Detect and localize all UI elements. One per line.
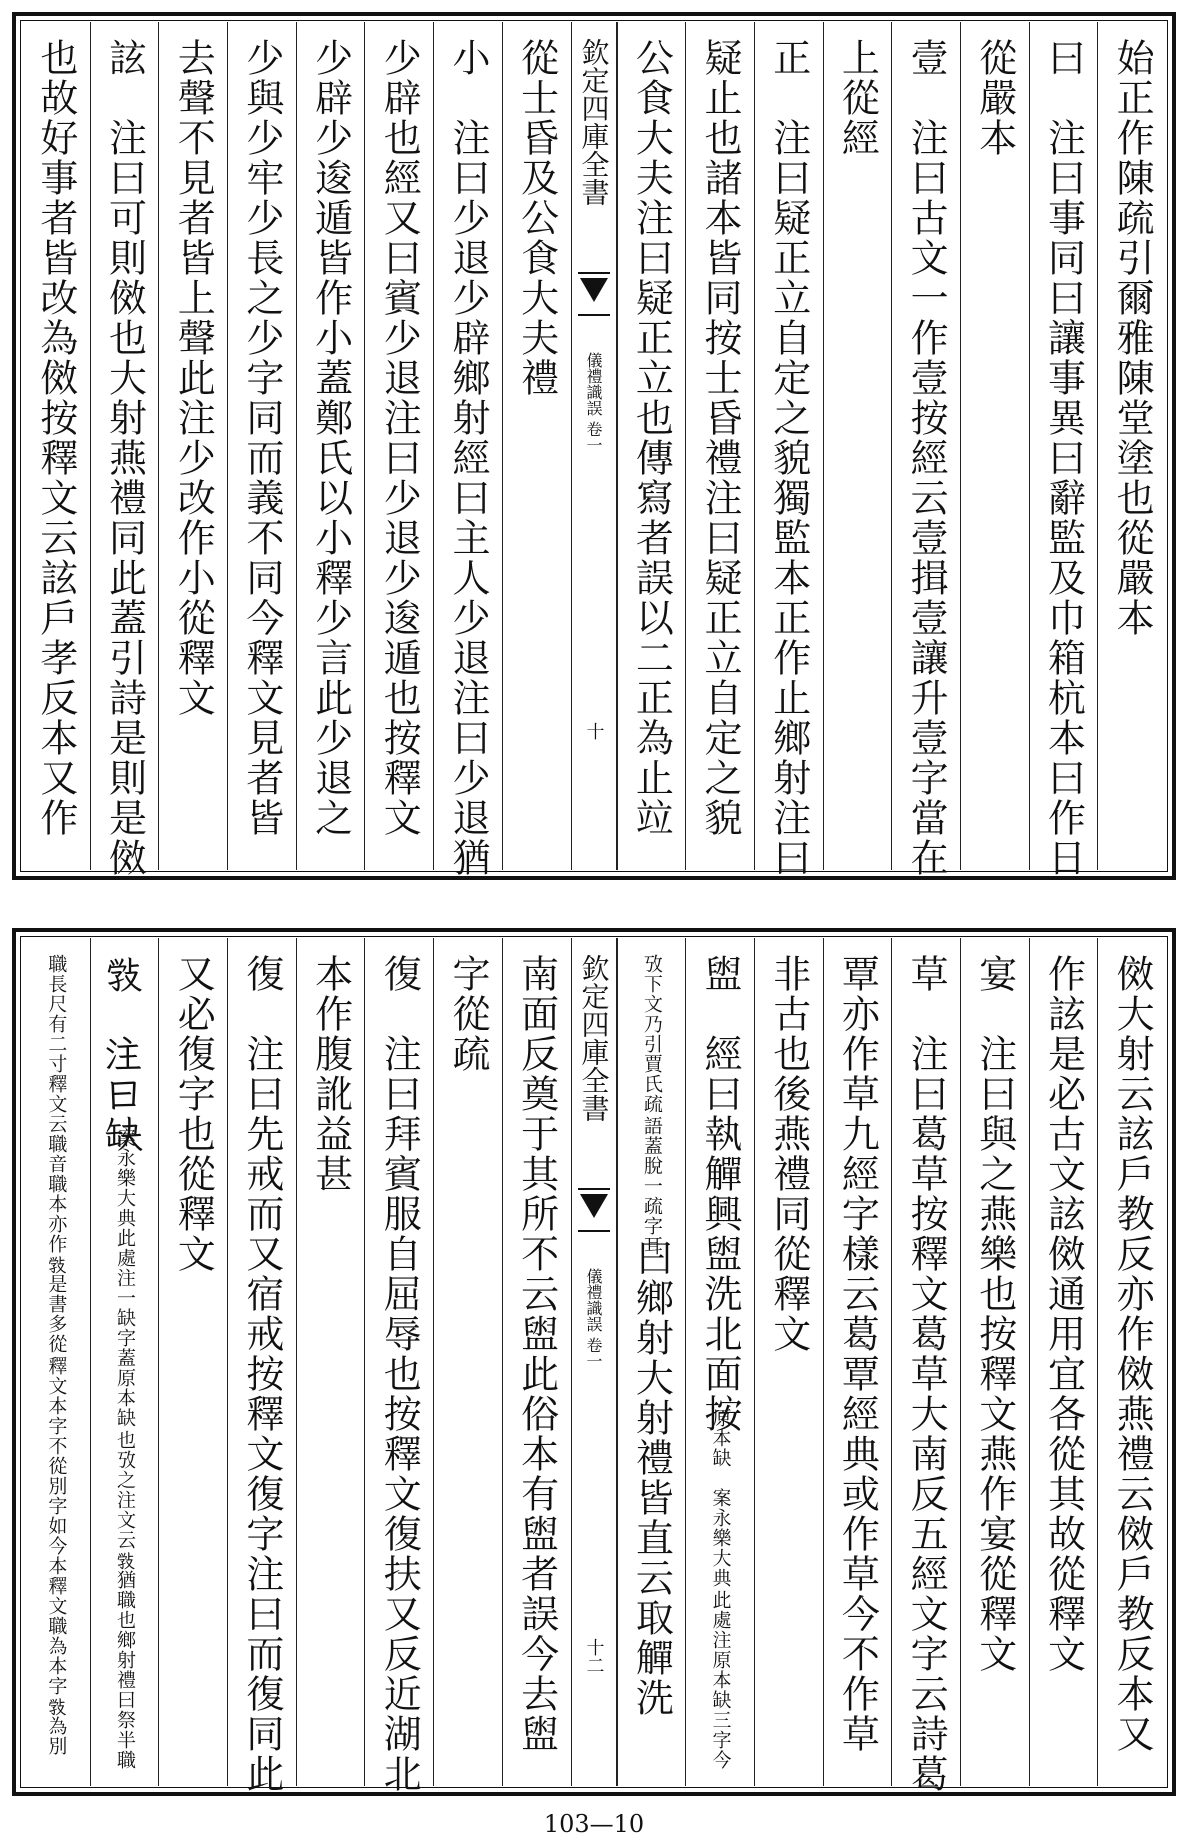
leaf-number: 十二 — [583, 1638, 605, 1674]
text-column: 從嚴本 — [960, 22, 1029, 870]
text-column: 又必復字也從釋文 — [158, 938, 227, 1786]
page-spine — [571, 938, 617, 1786]
text-column: 覃亦作草九經字樣云葛覃經典或作草今不作草 — [823, 938, 892, 1786]
text-column: 公食大夫注曰疑正立也傳寫者誤以二正為止竝 — [617, 22, 686, 870]
text-column: 𢽾 注曰缺 案永樂大典此處注一缺字蓋原本缺 也攷之注文云𢽾猶職也鄉射禮曰祭半職 — [90, 938, 159, 1786]
text-column: 始正作陳疏引爾雅陳堂塗也從嚴本 — [1097, 22, 1166, 870]
text-column: 壹 注曰古文一作壹按經云壹揖壹讓升壹字當在 — [891, 22, 960, 870]
text-column: 傚大射云詃戶教反亦作傚燕禮云傚戶教反本又 — [1097, 938, 1166, 1786]
book-title: 欽定四庫全書 — [577, 38, 611, 206]
text-column: 少辟少逡遁皆作小蓋鄭氏以小釋少言此少退之 — [296, 22, 365, 870]
book-title: 欽定四庫全書 — [577, 954, 611, 1122]
text-column: 也故好事者皆改為傚按釋文云詃戶孝反本又作 — [33, 38, 78, 838]
annotation-note: 案永樂大典此處注一缺字蓋原本缺 也攷之注文云𢽾猶職也鄉射禮曰祭半職 — [114, 1128, 137, 1770]
volume-label: 儀禮識誤 卷一 — [584, 1268, 603, 1370]
text-column: 復 注曰拜賓服自屈辱也按釋文復扶又反近湖北 — [364, 938, 433, 1786]
text-column: 復 注曰先戒而又宿戒按釋文復字注曰而復同此 — [227, 938, 296, 1786]
text-column: 疑止也諸本皆同按士昏禮注曰疑正立自定之貌 — [685, 22, 754, 870]
text-column: 字從疏 — [433, 938, 502, 1786]
text-column: 正 注曰疑正立自定之貌獨監本正作止鄉射注曰 — [754, 22, 823, 870]
text-column: 上從經 — [823, 22, 892, 870]
text-column — [22, 938, 90, 1786]
text-column: 少與少牢少長之少字同而義不同今釋文見者皆 — [227, 22, 296, 870]
text-column: 少辟也經又曰賓少退注曰少退少逡遁也按釋文 — [364, 22, 433, 870]
volume-label: 儀禮識誤 卷一 — [584, 352, 603, 454]
page-spine — [571, 22, 617, 870]
text-column: 作詃是必古文詃傚通用宜各從其故從釋文 — [1029, 938, 1098, 1786]
text-column: 詃 注曰可則傚也大射燕禮同此蓋引詩是則是傚 — [90, 22, 159, 870]
top-page — [12, 12, 1176, 880]
text-column: 小 注曰少退少辟鄉射經曰主人少退注曰少退猶 — [433, 22, 502, 870]
text-column: 從士昏及公食大夫禮 — [502, 22, 571, 870]
text-column: 本作腹訛益甚 — [296, 938, 365, 1786]
text-column: 南面反奠于其所不云盥此俗本有盥者誤今去盥 — [502, 938, 571, 1786]
text-column: 宴 注曰與之燕樂也按釋文燕作宴從釋文 — [960, 938, 1029, 1786]
folio-number: 103—10 — [543, 1810, 645, 1838]
text-column: 曰 注曰事同曰讓事異曰辭監及巾箱杭本曰作日 — [1029, 22, 1098, 870]
text-column: 去聲不見者皆上聲此注少改作小從釋文 — [158, 22, 227, 870]
text-column: 草 注曰葛草按釋文葛草大南反五經文字云詩葛 — [891, 938, 960, 1786]
annotation-note: 攷下文乃引賈氏疏 語蓋脫一疏字耳 — [640, 954, 663, 1256]
text-column: 非古也後燕禮同從釋文 — [754, 938, 823, 1786]
annotation-note: 原本缺 案永樂大典 此處注原本缺三字今 — [709, 1408, 732, 1770]
fishtail-mark — [578, 272, 610, 316]
fishtail-mark — [578, 1188, 610, 1232]
text-column: 盥 經曰執觶興盥洗北面按 原本缺 案永樂大典 此處注原本缺三字今 — [685, 938, 754, 1786]
annotation-note: 職長尺有二寸釋文云職音職本亦作𢽾是書多從 釋文本字不從別字如今本釋文職為本字𢽾為別 — [45, 954, 68, 1756]
leaf-number: 十 — [583, 722, 605, 740]
text-column: 攷下文乃引賈氏疏 語蓋脫一疏字耳 曰鄉射大射禮皆直云取觶洗 — [617, 938, 686, 1786]
bottom-page — [12, 928, 1176, 1796]
